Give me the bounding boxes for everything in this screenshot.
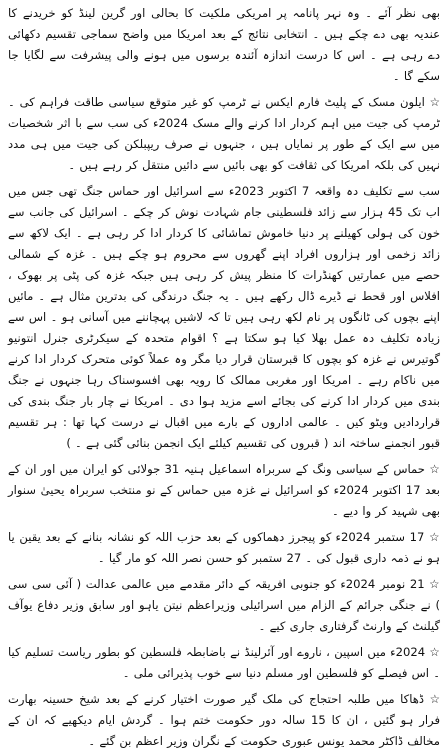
paragraph-hezbollah: ☆ 17 ستمبر 2024ء کو پیجرز دھماکوں کے بعد حزب اللہ کو نشانہ بنانے کے بعد یقین یا ہو نے ذمہ داری قبول کی ۔ 27 ستمبر کو حسن نصر اللہ کو مار گیا ۔ xyxy=(8,530,440,565)
paragraph-palestine-recognition: ☆ 2024ء میں اسپین ، ناروے اور آئرلینڈ نے باضابطہ فلسطین کو بطور ریاست تسلیم کیا ۔ اس فیصلے کو فلسطین اور مسلم دنیا سے خوب پذیرائی ملی ۔ xyxy=(8,645,440,680)
paragraph-icc-warrants: ☆ 21 نومبر 2024ء کو جنوبی افریقہ کے دائر مقدمے میں عالمی عدالت ( آئی سی سی ) نے جنگی جرائم کے الزام میں اسرائیلی وزیراعظم نیتن یاہو اور سابق وزیر دفاع یوآف گیلنٹ کے وارنٹ گرفتاری جاری کیے ۔ xyxy=(8,577,440,633)
paragraph-bangladesh: ☆ ڈھاکا میں طلبہ احتجاج کی ملک گیر صورت اختیار کرنے کے بعد شیخ حسینہ بھارت فرار ہو گئیں ، ان کا 15 سالہ دور حکومت ختم ہوا ۔ گردش ایام دیکھیے کہ ان کے مخالف ڈاکٹر محمد یونس عبوری حکومت کے نگران وزیر اعظم بن گئے ۔ xyxy=(8,692,440,748)
paragraph-trump-policies: بھی نظر آئے ۔ وہ نہر پانامہ پر امریکی ملکیت کا بحالی اور گرین لینڈ کو خریدنے کا عندیہ بھی دے چکے ہیں ۔ انتخابی نتائج کے بعد امریکا میں واضح سماجی تقسیم دکھائی دے رہی ہے ۔ اس کا درست اندازہ آئندہ برسوں میں ہونے والی پیشرفت سے لگایا جا سکے گا ۔ xyxy=(8,6,440,83)
paragraph-elon-musk: ☆ ایلون مسک کے پلیٹ فارم ایکس نے ٹرمپ کو غیر متوقع سیاسی طاقت فراہم کی ۔ ٹرمپ کی جیت میں اہم کردار ادا کرنے والے مسک 2024ء کی سب سے با اثر شخصیات میں سے ایک کے طور پر نمایاں ہیں ، جنہوں نے صرف ریپبلکن کی جیت میں ہی مدد نہیں کی بلکہ امریکا کی ثقافت کو بھی بائیں سے دائیں منتقل کر رہے ہیں ۔ xyxy=(8,95,440,172)
paragraph-hamas-leaders: ☆ حماس کے سیاسی ونگ کے سربراہ اسماعیل ہنیہ 31 جولائی کو ایران میں اور ان کے بعد 17 اکتوبر 2024ء کو اسرائیل نے غزہ میں حماس کے نو منتخب سربراہ یحییٰ سنوار بھی شہید کر وا دیے ۔ xyxy=(8,462,440,518)
paragraph-gaza-war: سب سے تکلیف دہ واقعہ 7 اکتوبر 2023ء سے اسرائیل اور حماس جنگ تھی جس میں اب تک 45 ہزار سے زائد فلسطینی جام شہادت نوش کر چکے ۔ اسرائیل کی جانب سے خون کی ہولی کھیلنے پر دنیا خاموش تماشائی کا کردار ادا کر رہی ہے ۔ ایک لاکھ سے زائد زخمی اور ہزاروں افراد اپنے گھروں سے محروم ہو چکے ہیں ۔ غزہ کے شمالی حصے میں عمارتیں کھنڈرات کا منظر پیش کر رہی ہیں جبکہ غزہ کی پٹی پر بھوک ، افلاس اور قحط نے ڈیرے ڈال رکھے ہیں ۔ یہ جنگ درندگی کی بدترین مثال ہے ۔ مائیں اپنے بچوں کی ٹانگوں پر نام لکھ رہی ہیں تا کہ لاشیں پہچاننے میں آسانی ہو ۔ اس سے زیادہ تکلیف دہ عمل بھلا کیا ہو سکتا ہے ؟ اقوام متحدہ کے سیکرٹری جنرل انتونیو گوتیرس نے غزہ کو بچوں کا قبرستان قرار دیا مگر وہ عملاً کوئی متحرک کردار ادا کرنے میں ناکام رہے ۔ امریکا اور مغربی ممالک کا رویہ بھی افسوسناک رہا جنہوں نے جنگ بندی میں کردار ادا کرنے کی بجائے اسے مزید ہوا دی ۔ امریکا نے چار بار جنگ بندی کی قراردادیں ویٹو کیں ۔ عالمی اداروں کے بارے میں اقبال نے درست کہا تھا : ہر تقسیم قبور انجمنے ساختہ اند ( قبروں کی تقسیم کیلئے ایک انجمن بنائی گئی ہے ۔ ) xyxy=(8,184,440,450)
